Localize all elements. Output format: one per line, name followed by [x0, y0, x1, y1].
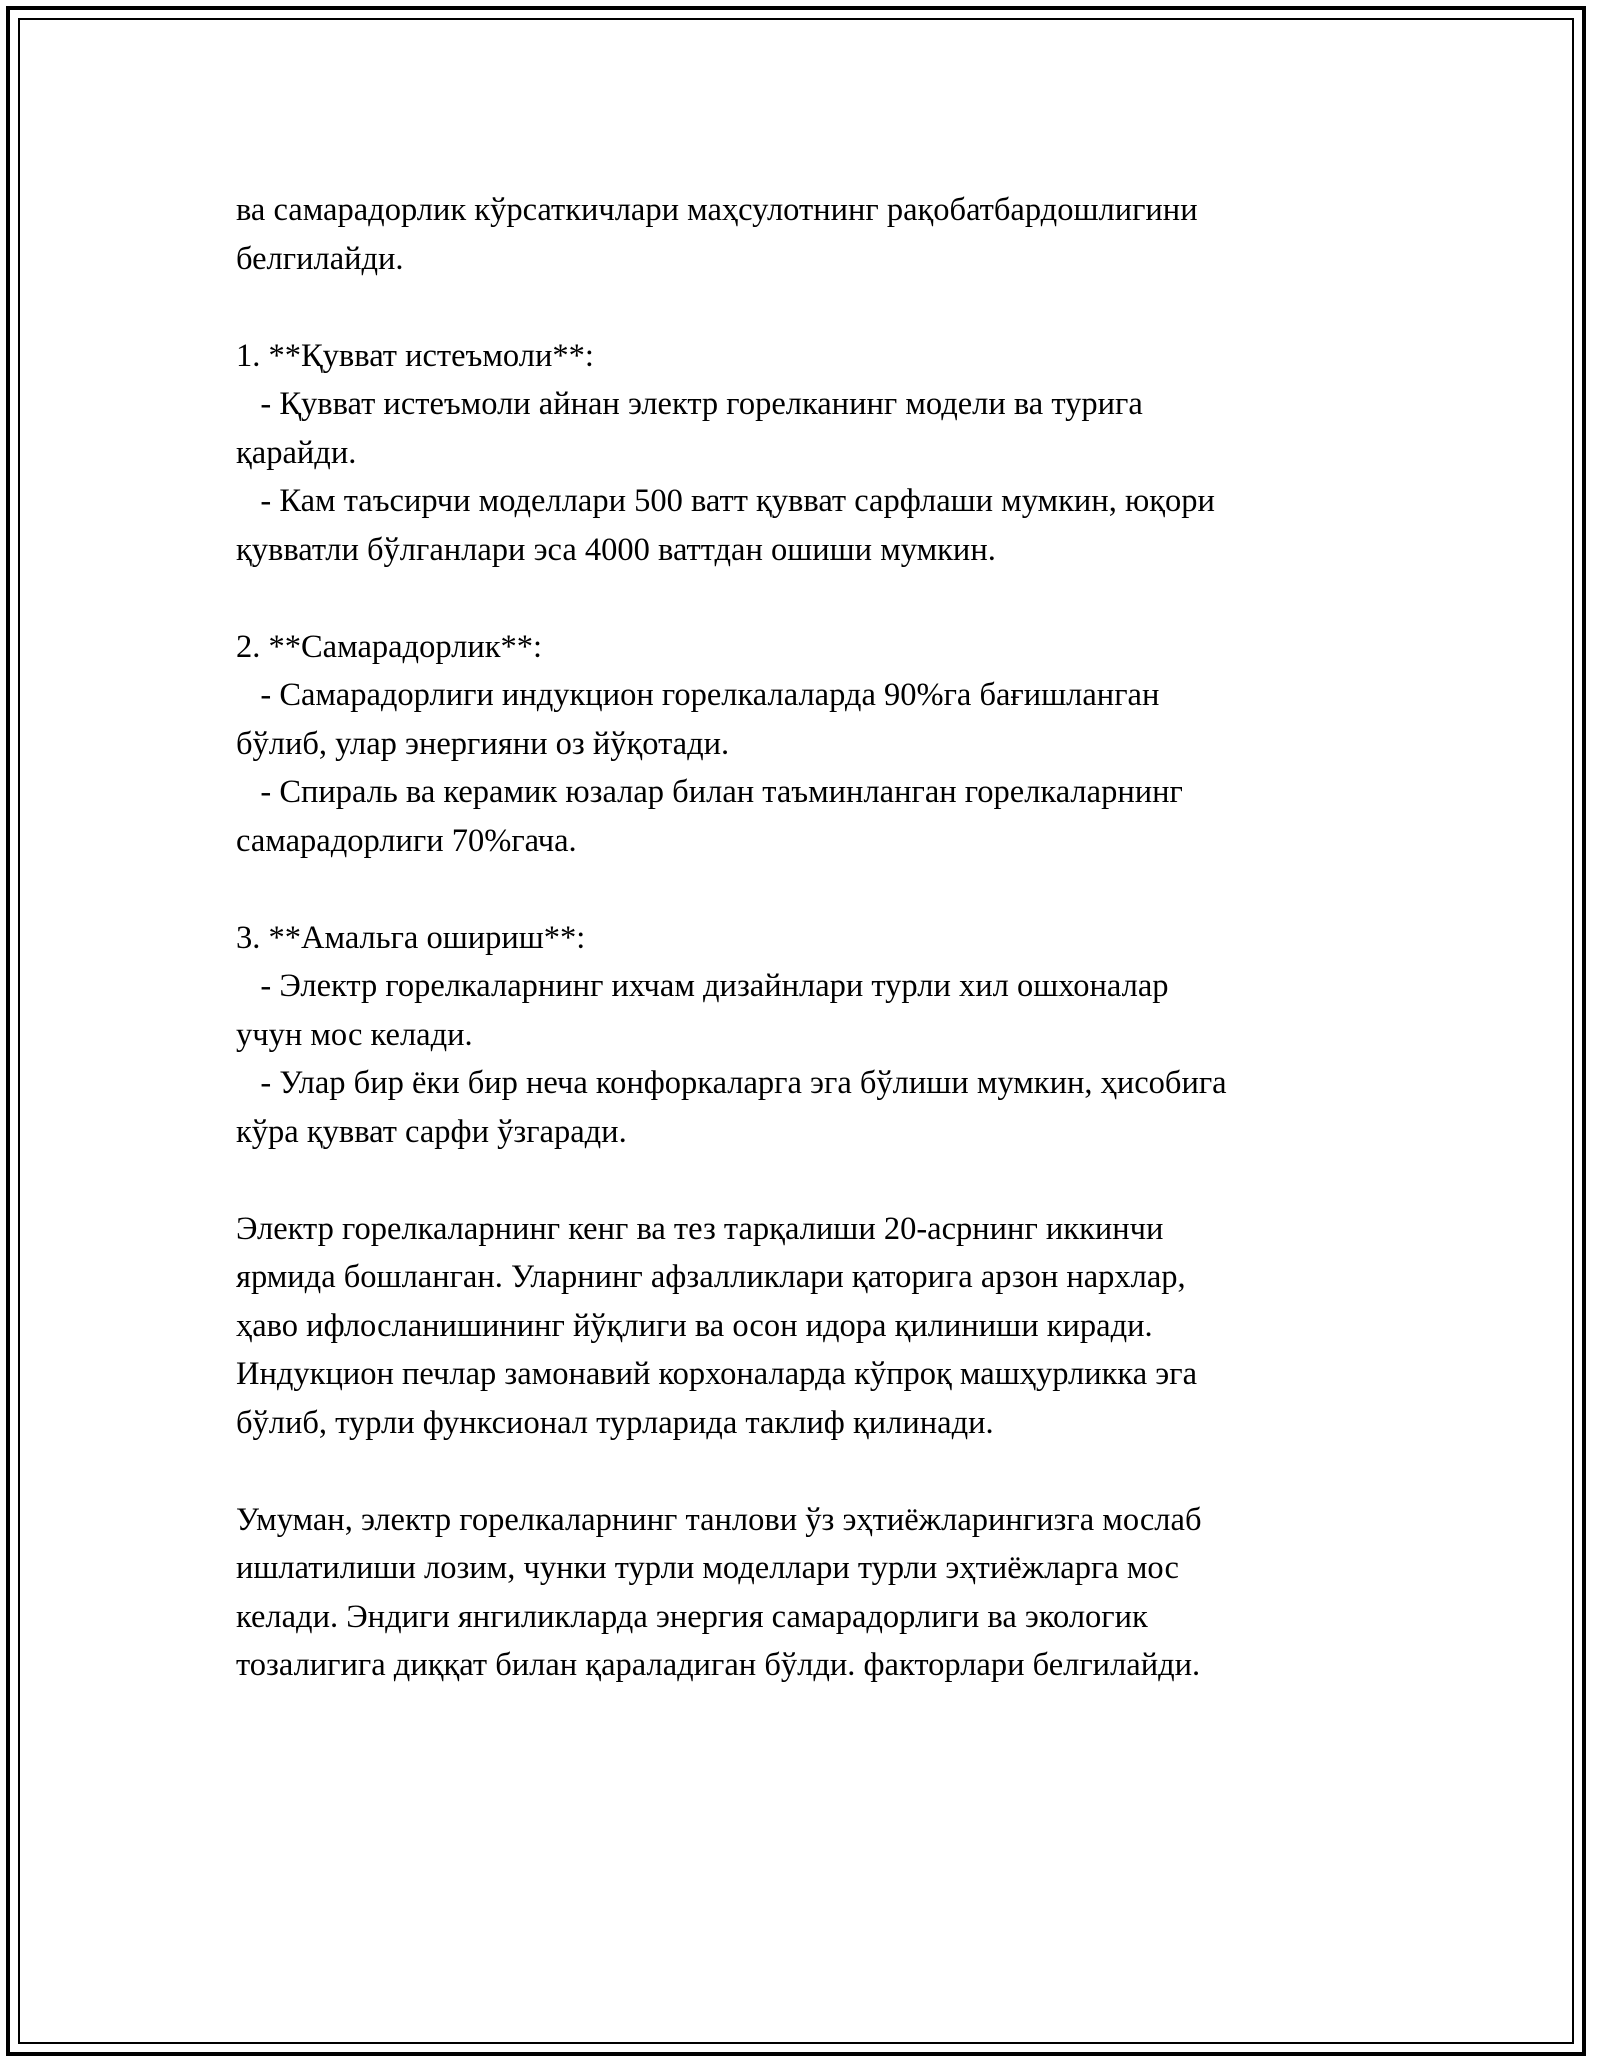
- section-heading: 3. **Амальга ошириш**:: [236, 919, 586, 956]
- text-line: бўлиб, турли функсионал турларида таклиф қилинади.: [236, 1404, 994, 1441]
- text-line: тозалигига диққат билан қараладиган бўлди. факторлари белгилайди.: [236, 1647, 1201, 1683]
- list-item-line: қувватли бўлганлари эса 4000 ваттдан ошиши мумкин.: [236, 531, 996, 568]
- text-line: Умуман, электр горелкаларнинг танлови ўз эҳтиёжларингизга мослаб: [236, 1501, 1202, 1538]
- text-line: келади. Эндиги янгиликларда энергия самарадорлиги ва экологик: [236, 1598, 1148, 1635]
- section-heading: 1. **Қувват истеъмоли**:: [236, 337, 594, 374]
- list-item-line: қарайди.: [236, 434, 357, 471]
- paragraph-gap: [236, 1156, 1396, 1205]
- text-line: ярмида бошланган. Уларнинг афзалликлари қаторига арзон нархлар,: [236, 1259, 1186, 1295]
- paragraph-gap: [236, 574, 1396, 623]
- section-implementation: [236, 914, 1396, 1157]
- text-line: Электр горелкаларнинг кенг ва тез тарқалиши 20-асрнинг иккинчи: [236, 1210, 1164, 1247]
- document-body: [236, 186, 1396, 1690]
- list-item-line: самарадорлиги 70%гача.: [236, 822, 577, 859]
- list-item-line: - Кам таъсирчи моделлари 500 ватт қувват сарфлаши мумкин, юқори: [236, 483, 1215, 519]
- text-line: ва самарадорлик кўрсаткичлари маҳсулотнинг рақобатбардошлигини: [236, 192, 1198, 228]
- list-item-line: - Электр горелкаларнинг ихчам дизайнлари турли хил ошхоналар: [236, 968, 1169, 1004]
- text-line: ҳаво ифлосланишининг йўқлиги ва осон идора қилиниши киради.: [236, 1307, 1153, 1344]
- paragraph-history: [236, 1205, 1396, 1448]
- list-item-line: - Самарадорлиги индукцион горелкалаларда 90%га бағишланган: [236, 677, 1160, 713]
- text-line: Индукцион печлар замонавий корхоналарда кўпроқ машҳурликка эга: [236, 1356, 1197, 1392]
- section-efficiency: [236, 623, 1396, 866]
- paragraph-gap: [236, 1447, 1396, 1496]
- paragraph-conclusion: [236, 1496, 1396, 1690]
- list-item-line: кўра қувват сарфи ўзгаради.: [236, 1113, 627, 1150]
- text-line: белгилайди.: [236, 240, 404, 277]
- list-item-line: бўлиб, улар энергияни оз йўқотади.: [236, 725, 730, 762]
- list-item-line: - Қувват истеъмоли айнан электр горелканинг модели ва турига: [236, 386, 1143, 422]
- paragraph-gap: [236, 283, 1396, 332]
- section-heading: 2. **Самарадорлик**:: [236, 628, 543, 665]
- text-line: ишлатилиши лозим, чунки турли моделлари турли эҳтиёжларга мос: [236, 1550, 1179, 1586]
- section-power-consumption: [236, 332, 1396, 575]
- list-item-line: учун мос келади.: [236, 1016, 473, 1053]
- paragraph-gap: [236, 865, 1396, 914]
- paragraph-intro: [236, 186, 1396, 283]
- list-item-line: - Улар бир ёки бир неча конфоркаларга эга бўлиши мумкин, ҳисобига: [236, 1065, 1227, 1101]
- list-item-line: - Спираль ва керамик юзалар билан таъминланган горелкаларнинг: [236, 774, 1183, 810]
